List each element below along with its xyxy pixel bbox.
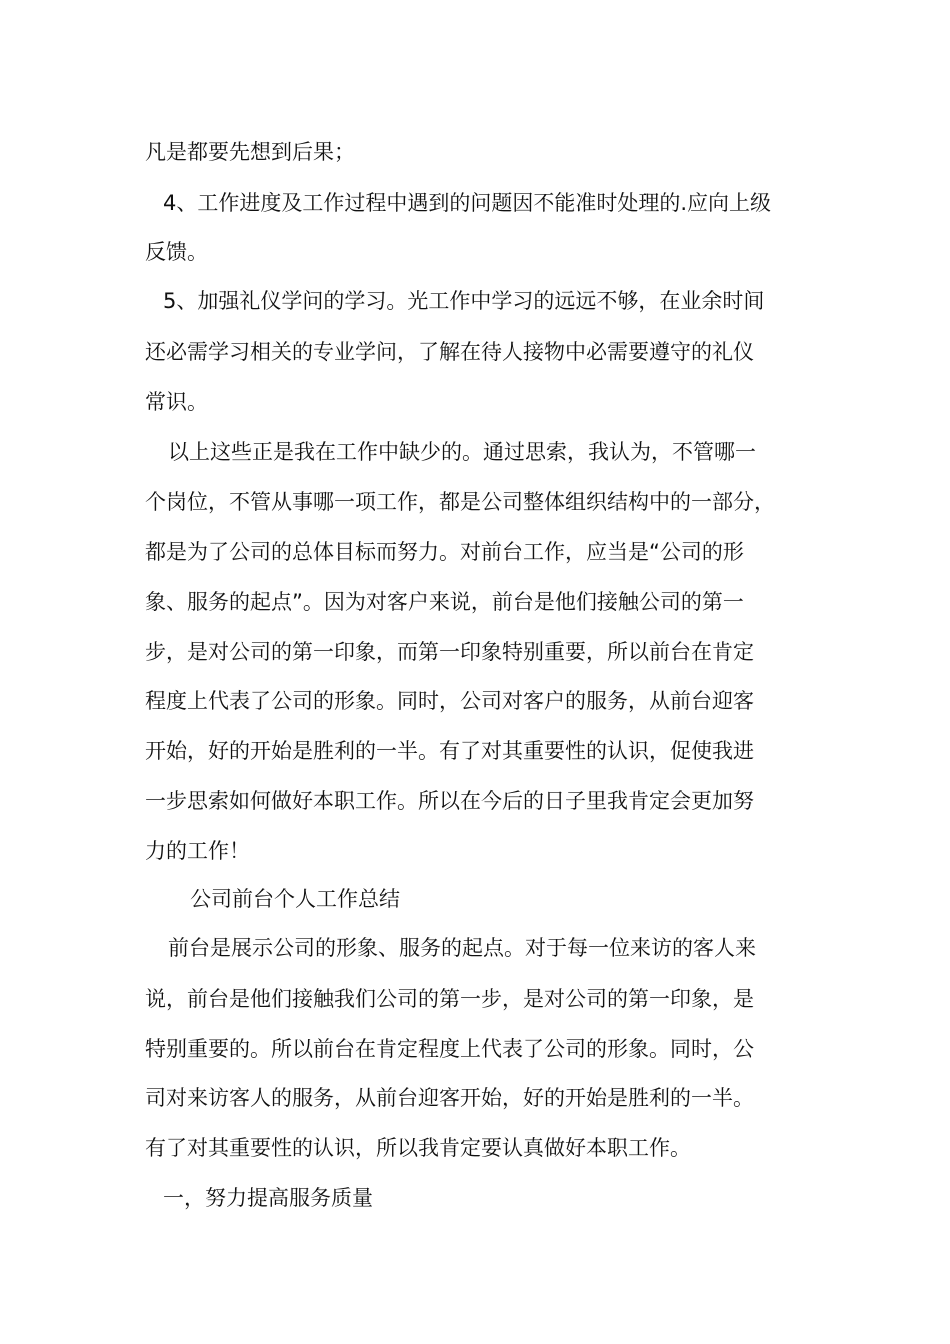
text-line: 开始，好的开始是胜利的一半。有了对其重要性的认识，促使我进 (145, 739, 754, 763)
text-line: 5、加强礼仪学问的学习。光工作中学习的远远不够，在业余时间 (163, 289, 765, 313)
text-line: 凡是都要先想到后果； (145, 140, 355, 164)
text-line: 4、工作进度及工作过程中遇到的问题因不能准时处理的.应向上级 (163, 191, 772, 215)
text-line: 以上这些正是我在工作中缺少的。通过思索，我认为，不管哪一 (168, 440, 756, 464)
text-line: 个岗位，不管从事哪一项工作，都是公司整体组织结构中的一部分， (145, 490, 775, 514)
text-line: 都是为了公司的总体目标而努力。对前台工作，应当是“公司的形 (145, 540, 744, 564)
text-line: 步，是对公司的第一印象，而第一印象特别重要，所以前台在肯定 (145, 640, 754, 664)
text-line: 一步思索如何做好本职工作。所以在今后的日子里我肯定会更加努 (145, 789, 754, 813)
text-line: 一，努力提高服务质量 (163, 1186, 373, 1210)
text-line: 前台是展示公司的形象、服务的起点。对于每一位来访的客人来 (168, 936, 756, 960)
text-line: 特别重要的。所以前台在肯定程度上代表了公司的形象。同时，公 (145, 1037, 754, 1061)
text-line: 象、服务的起点”。因为对客户来说，前台是他们接触公司的第一 (145, 590, 744, 614)
text-line: 有了对其重要性的认识，所以我肯定要认真做好本职工作。 (145, 1136, 691, 1160)
text-line: 力的工作！ (145, 839, 250, 863)
text-line: 反馈。 (145, 240, 208, 264)
text-line: 司对来访客人的服务，从前台迎客开始，好的开始是胜利的一半。 (145, 1086, 754, 1110)
text-line: 还必需学习相关的专业学问，了解在待人接物中必需要遵守的礼仪 (145, 340, 754, 364)
text-line: 常识。 (145, 390, 208, 414)
text-line: 程度上代表了公司的形象。同时，公司对客户的服务，从前台迎客 (145, 689, 754, 713)
text-line: 说，前台是他们接触我们公司的第一步，是对公司的第一印象，是 (145, 987, 754, 1011)
section-heading: 公司前台个人工作总结 (190, 887, 400, 911)
